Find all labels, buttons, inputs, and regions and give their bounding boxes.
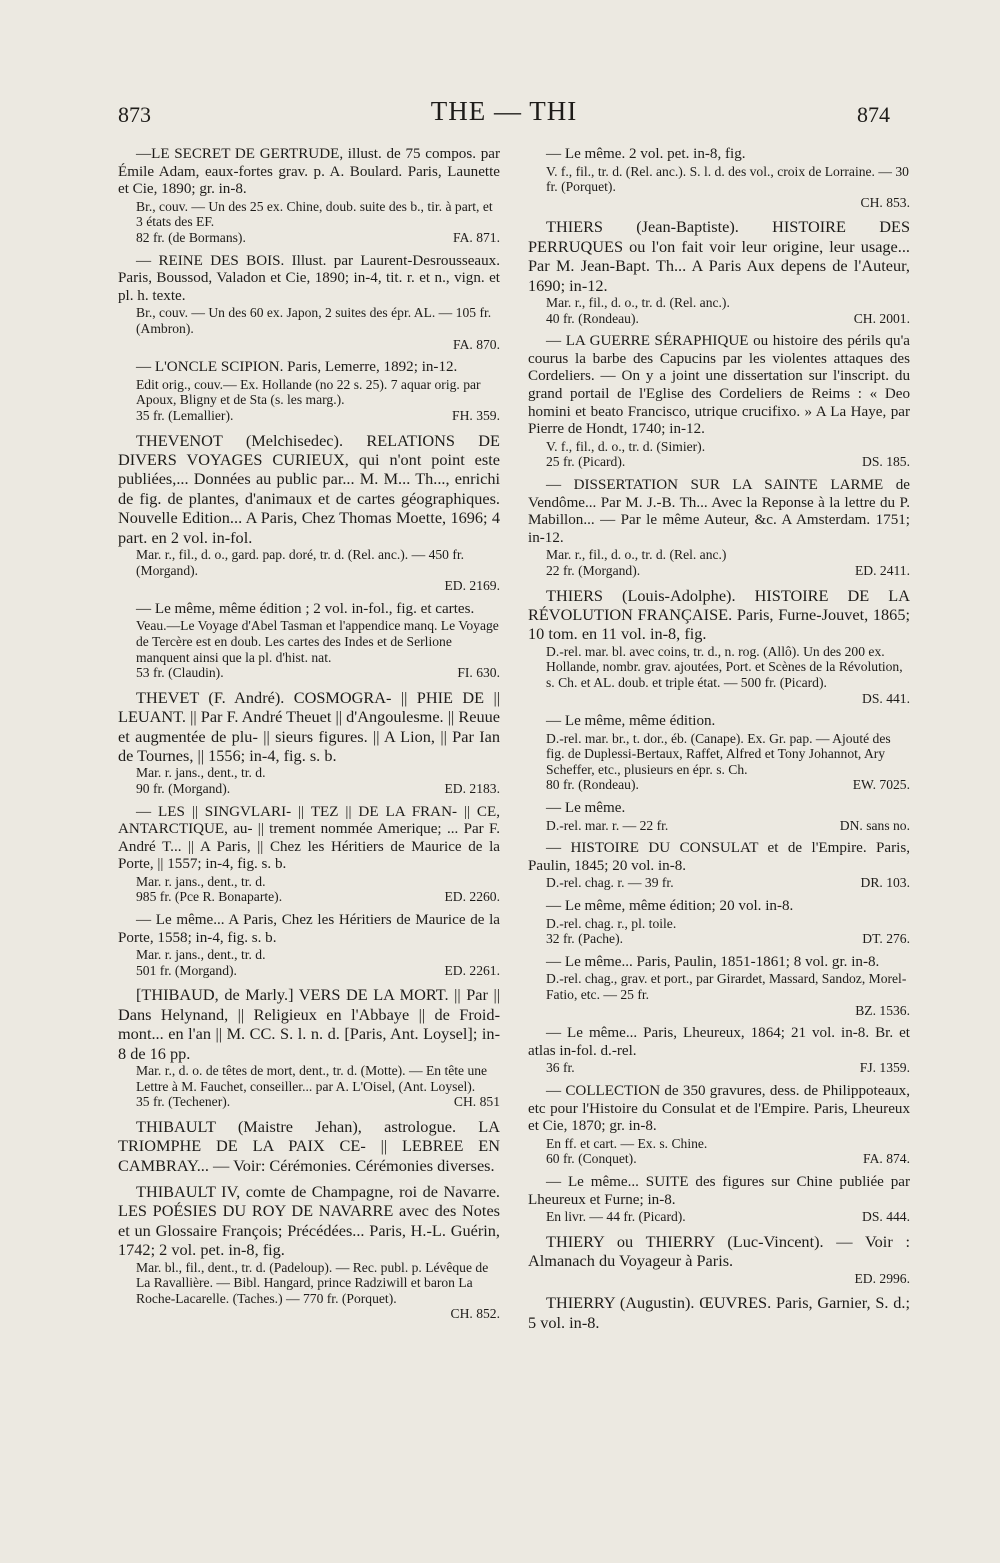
sale-price: 35 fr. (Lemallier). <box>136 407 234 423</box>
catalogue-entry <box>118 985 500 1109</box>
entry-text: — Le même... Paris, Lheureux, 1864; 21 vol. in-8. Br. et atlas in-fol. d.-rel. <box>528 1025 910 1059</box>
sale-reference: CH. 2001. <box>853 310 910 326</box>
entry-text: [THIBAUD, de Marly.] VERS DE LA MORT. || Par || Dans Helynand, || Religieux en l'Abbaye || de Froid-mont... en l'an || M. CC. S. l. n. d. [Paris, Ant. Loysel]; in-8 de 16 pp. <box>118 985 500 1063</box>
price-line <box>546 1271 910 1287</box>
entry-note: D.-rel. mar. br., t. dor., éb. (Canape). Ex. Gr. pap. — Ajouté des fig. de Duplessi-Bertaux, Raffet, Alfred et Tony Johannot, Ary Scheffer, etc., plusieurs en épr. s. Ch. <box>546 730 891 777</box>
sale-reference: FJ. 1359. <box>859 1060 910 1076</box>
sale-price: 53 fr. (Claudin). <box>136 665 224 681</box>
entry-text: — Le même. 2 vol. pet. in-8, fig. <box>546 146 746 162</box>
entry-text: THIBAULT IV, comte de Champagne, roi de Navarre. LES POÉSIES DU ROY DE NAVARRE avec des Notes et un Glossaire François; Précédées... Paris, H.-L. Guérin, 1742; 2 vol. pet. in-8, fig. <box>118 1182 500 1260</box>
entry-text: — LES || SINGVLARI- || TEZ || DE LA FRAN- || CE, ANTARCTIQUE, au- || trement nommée Amerique; ... Par F. André T... || A Paris, || Chez les Héritiers de Maurice de la Porte, || 1557; in-4, fig. s. b. <box>118 803 500 873</box>
entry-text: — Le même. <box>546 800 626 817</box>
price-line <box>136 665 500 681</box>
entry-text: — LA GUERRE SÉRAPHIQUE ou histoire des périls qu'a courus la barbe des Capucins par les violentes attaques des Cordeliers. — On y a joint une dissertation sur l'inscript. du grand portail de l'Eglise des Cordeliers de Reims : « Deo homini et beato Francisco, utrique crucifixo. » A La Haye, par Pierre de Hondt, 1740; in-12. <box>528 333 910 438</box>
sale-reference: DS. 441. <box>862 690 910 706</box>
sale-reference: CH. 851 <box>453 1094 500 1110</box>
sale-reference: ED. 2169. <box>444 578 500 594</box>
sale-reference: FA. 870. <box>453 336 500 352</box>
entry-text: THIERS (Louis-Adolphe). HISTOIRE DE LA RÉVOLUTION FRANÇAISE. Paris, Furne-Jouvet, 1865; 10 tom. en 11 vol. in-8, fig. <box>528 585 910 644</box>
sale-reference: CH. 853. <box>860 194 910 210</box>
sale-price: 36 fr. <box>546 1060 575 1076</box>
catalogue-entry <box>118 804 500 906</box>
entry-note: V. f., fil., d. o., tr. d. (Simier). <box>546 438 706 454</box>
price-line <box>546 311 910 327</box>
catalogue-entry <box>528 477 910 579</box>
sale-reference: DS. 444. <box>862 1209 910 1225</box>
entry-text: THEVENOT (Melchisedec). RELATIONS DE DIVERS VOYAGES CURIEUX, qui n'ont point este publiées,... Données au public par... M. M... Th..., enrichi de fig. de plantes, d'animaux et de cartes géographiques. Nouvelle Edition... A Paris, Chez Thomas Moette, 1696; 4 part. en 2 vol. in-fol. <box>118 430 500 547</box>
sale-reference: FH. 359. <box>452 407 500 423</box>
sale-reference: FA. 871. <box>453 229 500 245</box>
price-line <box>136 230 500 246</box>
entry-text: —LE SECRET DE GERTRUDE, illust. de 75 compos. par Émile Adam, eaux-fortes grav. p. A. Boulard. Paris, Launette et Cie, 1890; gr. in-8. <box>118 146 500 198</box>
price-line <box>136 1306 500 1322</box>
sale-reference: ED. 2261. <box>444 962 500 978</box>
sale-reference: ED. 2996. <box>854 1270 910 1286</box>
price-line <box>136 578 500 594</box>
entry-note: Edit orig., couv.— Ex. Hollande (no 22 s. 25). 7 aquar orig. par Apoux, Bligny et de Sta (s. les marg.). <box>136 376 481 408</box>
catalogue-entry <box>118 431 500 594</box>
price-line <box>546 195 910 211</box>
price-line <box>136 1094 500 1110</box>
catalogue-entry <box>528 1232 910 1286</box>
price-line <box>136 408 500 424</box>
price-line <box>136 781 500 797</box>
sale-reference: ED. 2183. <box>444 780 500 796</box>
entry-text: — DISSERTATION SUR LA SAINTE LARME de Vendôme... Par M. J.-B. Th... Avec la Reponse à la lettre du P. Mabillon... — Par le même Auteur, &c. A Amsterdam. 1751; in-12. <box>528 476 910 546</box>
sale-reference: FA. 874. <box>863 1151 910 1167</box>
catalogue-entry <box>528 146 910 210</box>
sale-price: 22 fr. (Morgand). <box>546 562 641 578</box>
entry-text: — L'ONCLE SCIPION. Paris, Lemerre, 1892; in-12. <box>136 359 458 376</box>
entry-text: — Le même... A Paris, Chez les Héritiers de Maurice de la Porte, 1558; in-4, fig. s. b. <box>118 912 500 946</box>
entry-note: Mar. r., fil., d. o., gard. pap. doré, tr. d. (Rel. anc.). — 450 fr. (Morgand). <box>136 546 465 578</box>
sale-reference: DS. 185. <box>862 454 910 470</box>
catalogue-entry <box>118 359 500 423</box>
price-line <box>136 337 500 353</box>
entry-note: D.-rel. mar. bl. avec coins, tr. d., n. rog. (Allô). Un des 200 ex. Hollande, nombr. grav. ajoutées, Port. et Scènes de la Révolution, s. Ch. et AL. doub. et triple état. — 500 fr. (Picard). <box>546 643 903 690</box>
price-line <box>546 818 910 834</box>
price-line <box>136 963 500 979</box>
catalogue-entry <box>118 253 500 353</box>
entry-note: Br., couv. — Un des 25 ex. Chine, doub. suite des b., tir. à part, et 3 états des EF. <box>136 198 493 230</box>
price-line <box>546 1151 910 1167</box>
entry-text: THIERRY (Augustin). ŒUVRES. Paris, Garnier, S. d.; 5 vol. in-8. <box>528 1293 910 1332</box>
catalogue-entry <box>528 217 910 326</box>
catalogue-entry <box>528 898 910 947</box>
entry-note: Veau.—Le Voyage d'Abel Tasman et l'appendice manq. Le Voyage de Tercère est en doub. Les cartes des Indes et de Serlione manquent ainsi que la pl. d'hist. nat. <box>136 618 499 665</box>
sale-price: 90 fr. (Morgand). <box>136 780 231 796</box>
sale-price: D.-rel. mar. r. — 22 fr. <box>546 817 669 833</box>
sale-price: 40 fr. (Rondeau). <box>546 310 639 326</box>
catalogue-entry <box>118 1182 500 1322</box>
price-line <box>546 875 910 891</box>
catalogue-entry <box>528 800 910 833</box>
sale-price: 25 fr. (Picard). <box>546 454 626 470</box>
entry-text: — Le même, même édition; 20 vol. in-8. <box>546 898 794 915</box>
sale-reference: FI. 630. <box>457 665 500 681</box>
catalogue-entry <box>528 713 910 793</box>
catalogue-entry <box>528 1025 910 1076</box>
sale-reference: DR. 103. <box>860 875 910 891</box>
sale-price: 60 fr. (Conquet). <box>546 1151 637 1167</box>
entry-note: Mar. r. jans., dent., tr. d. <box>136 873 266 889</box>
entry-note: Mar. r. jans., dent., tr. d. <box>136 765 266 781</box>
catalogue-entry <box>528 840 910 891</box>
left-column <box>118 146 500 1329</box>
catalogue-entry <box>118 146 500 246</box>
entry-note: D.-rel. chag., grav. et port., par Girardet, Massard, Sandoz, Morel-Fatio, etc. — 25 fr. <box>546 971 907 1002</box>
catalogue-entry <box>118 912 500 978</box>
running-title: THE — THI <box>430 96 578 126</box>
entry-note: Br., couv. — Un des 60 ex. Japon, 2 suites des épr. AL. — 105 fr. (Ambron). <box>136 305 492 336</box>
entry-text: THEVET (F. André). COSMOGRA- || PHIE DE || LEUANT. || Par F. André Theuet || d'Angoulesme. || Reuue et augmentée de plu- || sieurs figures. || A Lion, || Par Ian de Tournes, || 1556; in-4, fig. s. b. <box>118 687 500 765</box>
entry-note: Mar. r. jans., dent., tr. d. <box>136 947 266 963</box>
right-column <box>528 146 910 1339</box>
entry-text: THIERS (Jean-Baptiste). HISTOIRE DES PERRUQUES ou l'on fait voir leur origine, leur usage... Par M. Jean-Bapt. Th... A Paris Aux depens de l'Auteur, 1690; in-12. <box>528 217 910 295</box>
sale-reference: ED. 2411. <box>855 562 910 578</box>
price-line <box>546 563 910 579</box>
catalogue-entry <box>528 1083 910 1167</box>
page-number-left: 873 <box>118 102 151 127</box>
entry-note: Mar. bl., fil., dent., tr. d. (Padeloup). — Rec. publ. p. Lévêque de La Ravallière. — Bibl. Hangard, prince Radziwill et baron La Roche-Lacarelle. (Taches.) — 770 fr. (Porquet). <box>136 1259 489 1306</box>
sale-reference: ED. 2260. <box>444 889 500 905</box>
sale-reference: BZ. 1536. <box>855 1002 910 1018</box>
sale-price: En livr. — 44 fr. (Picard). <box>546 1209 686 1225</box>
entry-text: — Le même, même édition. <box>546 713 716 730</box>
price-line <box>546 1209 910 1225</box>
sale-price: 32 fr. (Pache). <box>546 931 624 947</box>
catalogue-entry <box>118 601 500 681</box>
price-line <box>546 454 910 470</box>
sale-reference: DT. 276. <box>862 931 910 947</box>
sale-price: 985 fr. (Pce R. Bonaparte). <box>136 889 283 905</box>
price-line <box>546 1060 910 1076</box>
sale-reference: CH. 852. <box>450 1306 500 1322</box>
sale-price: 501 fr. (Morgand). <box>136 962 237 978</box>
catalogue-entry <box>528 333 910 470</box>
entry-text: — Le même, même édition ; 2 vol. in-fol., fig. et cartes. <box>136 600 475 617</box>
price-line <box>136 889 500 905</box>
entry-text: — Le même... Paris, Paulin, 1851-1861; 8 vol. gr. in-8. <box>546 953 880 970</box>
price-line <box>546 777 910 793</box>
sale-reference: DN. sans no. <box>839 817 910 833</box>
price-line <box>546 931 910 947</box>
catalogue-entry <box>528 954 910 1018</box>
sale-reference: EW. 7025. <box>852 777 910 793</box>
sale-price: 82 fr. (de Bormans). <box>136 229 246 245</box>
price-line <box>546 691 910 707</box>
entry-note: En ff. et cart. — Ex. s. Chine. <box>546 1135 708 1151</box>
entry-note: D.-rel. chag. r., pl. toile. <box>546 915 677 931</box>
entry-note: V. f., fil., tr. d. (Rel. anc.). S. l. d. des vol., croix de Lorraine. — 30 fr. (Porquet). <box>546 163 909 195</box>
entry-note: Mar. r., fil., d. o., tr. d. (Rel. anc.). <box>546 295 730 310</box>
entry-note: Mar. r., d. o. de têtes de mort, dent., tr. d. (Motte). — En tête une Lettre à M. Fauchet, conseiller... par A. L'Oisel, (Ant. Loysel). <box>136 1063 488 1094</box>
entry-text: — COLLECTION de 350 gravures, dess. de Philippoteaux, etc pour l'Histoire du Consulat et de l'Empire. Paris, Lheureux et Cie, 1870; gr. in-8. <box>528 1082 910 1135</box>
catalogue-entry <box>118 688 500 797</box>
entry-text: THIERY ou THIERRY (Luc-Vincent). — Voir : Almanach du Voyageur à Paris. <box>528 1231 910 1271</box>
catalogue-entry <box>528 1293 910 1332</box>
page-number-right: 874 <box>857 102 890 127</box>
catalogue-entry <box>528 586 910 707</box>
catalogue-entry <box>528 1174 910 1225</box>
catalogue-entry <box>118 1117 500 1175</box>
price-line <box>546 1003 910 1019</box>
entry-text: THIBAULT (Maistre Jehan), astrologue. LA TRIOMPHE DE LA PAIX CE- || LEBREE EN CAMBRAY... — Voir: Cérémonies. Cérémonies diverses. <box>118 1116 500 1175</box>
entry-note: Mar. r., fil., d. o., tr. d. (Rel. anc.) <box>546 547 727 563</box>
entry-text: — HISTOIRE DU CONSULAT et de l'Empire. Paris, Paulin, 1845; 20 vol. in-8. <box>528 840 910 874</box>
sale-price: 80 fr. (Rondeau). <box>546 777 639 793</box>
sale-price: D.-rel. chag. r. — 39 fr. <box>546 875 674 891</box>
entry-text: — Le même... SUITE des figures sur Chine publiée par Lheureux et Furne; in-8. <box>528 1173 910 1208</box>
entry-text: — REINE DES BOIS. Illust. par Laurent-Desrousseaux. Paris, Boussod, Valadon et Cie, 1890; in-4, tit. r. et n., vign. et pl. h. texte. <box>118 252 500 304</box>
sale-price: 35 fr. (Techener). <box>136 1094 231 1110</box>
page-header <box>118 96 890 136</box>
